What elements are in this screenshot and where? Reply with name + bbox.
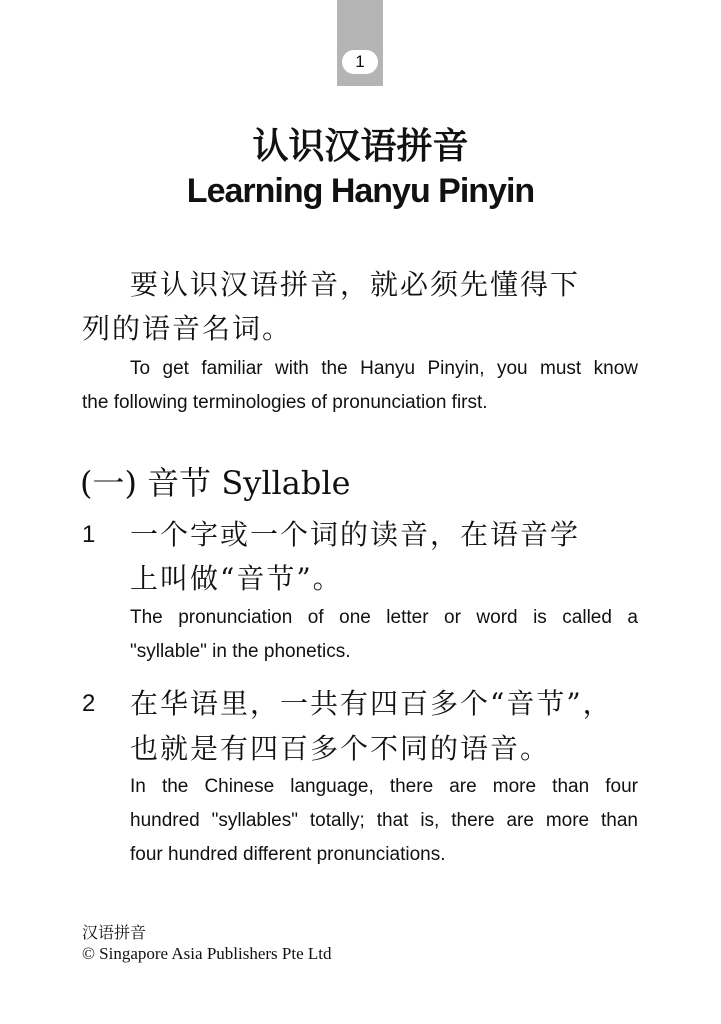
- intro-cn-line1: 要认识汉语拼音，就必须先懂得下: [130, 268, 581, 301]
- title-chinese: 认识汉语拼音: [252, 125, 469, 167]
- page-number: 1: [342, 50, 378, 74]
- footer-book-title: 汉语拼音: [82, 925, 147, 942]
- title-english: Learning Hanyu Pinyin: [186, 172, 535, 210]
- item-en-line: The pronunciation of one letter or word is called a: [130, 607, 638, 628]
- intro-en-line2: the following terminologies of pronunciation first.: [82, 392, 488, 413]
- footer-copyright: © Singapore Asia Publishers Pte Ltd: [82, 944, 332, 963]
- item-en-line: "syllable" in the phonetics.: [130, 641, 351, 662]
- section-heading: (一) 音节 Syllable: [80, 464, 351, 502]
- intro-cn-line2: 列的语音名词。: [82, 312, 293, 345]
- item-cn-line: 上叫做“音节”。: [130, 562, 343, 595]
- item-cn-line: 一个字或一个词的读音，在语音学: [130, 518, 581, 551]
- item-en-line: hundred "syllables" totally; that is, there are more than: [130, 810, 638, 831]
- item-number: 2: [82, 690, 96, 717]
- item-number: 1: [82, 521, 96, 548]
- item-en-line: four hundred different pronunciations.: [130, 844, 446, 865]
- intro-en-line1: To get familiar with the Hanyu Pinyin, you must know: [130, 358, 638, 379]
- item-en-line: In the Chinese language, there are more than four: [130, 776, 638, 797]
- item-cn-line: 也就是有四百多个不同的语音。: [130, 732, 551, 765]
- item-cn-line: 在华语里，一共有四百多个“音节”，: [130, 687, 613, 720]
